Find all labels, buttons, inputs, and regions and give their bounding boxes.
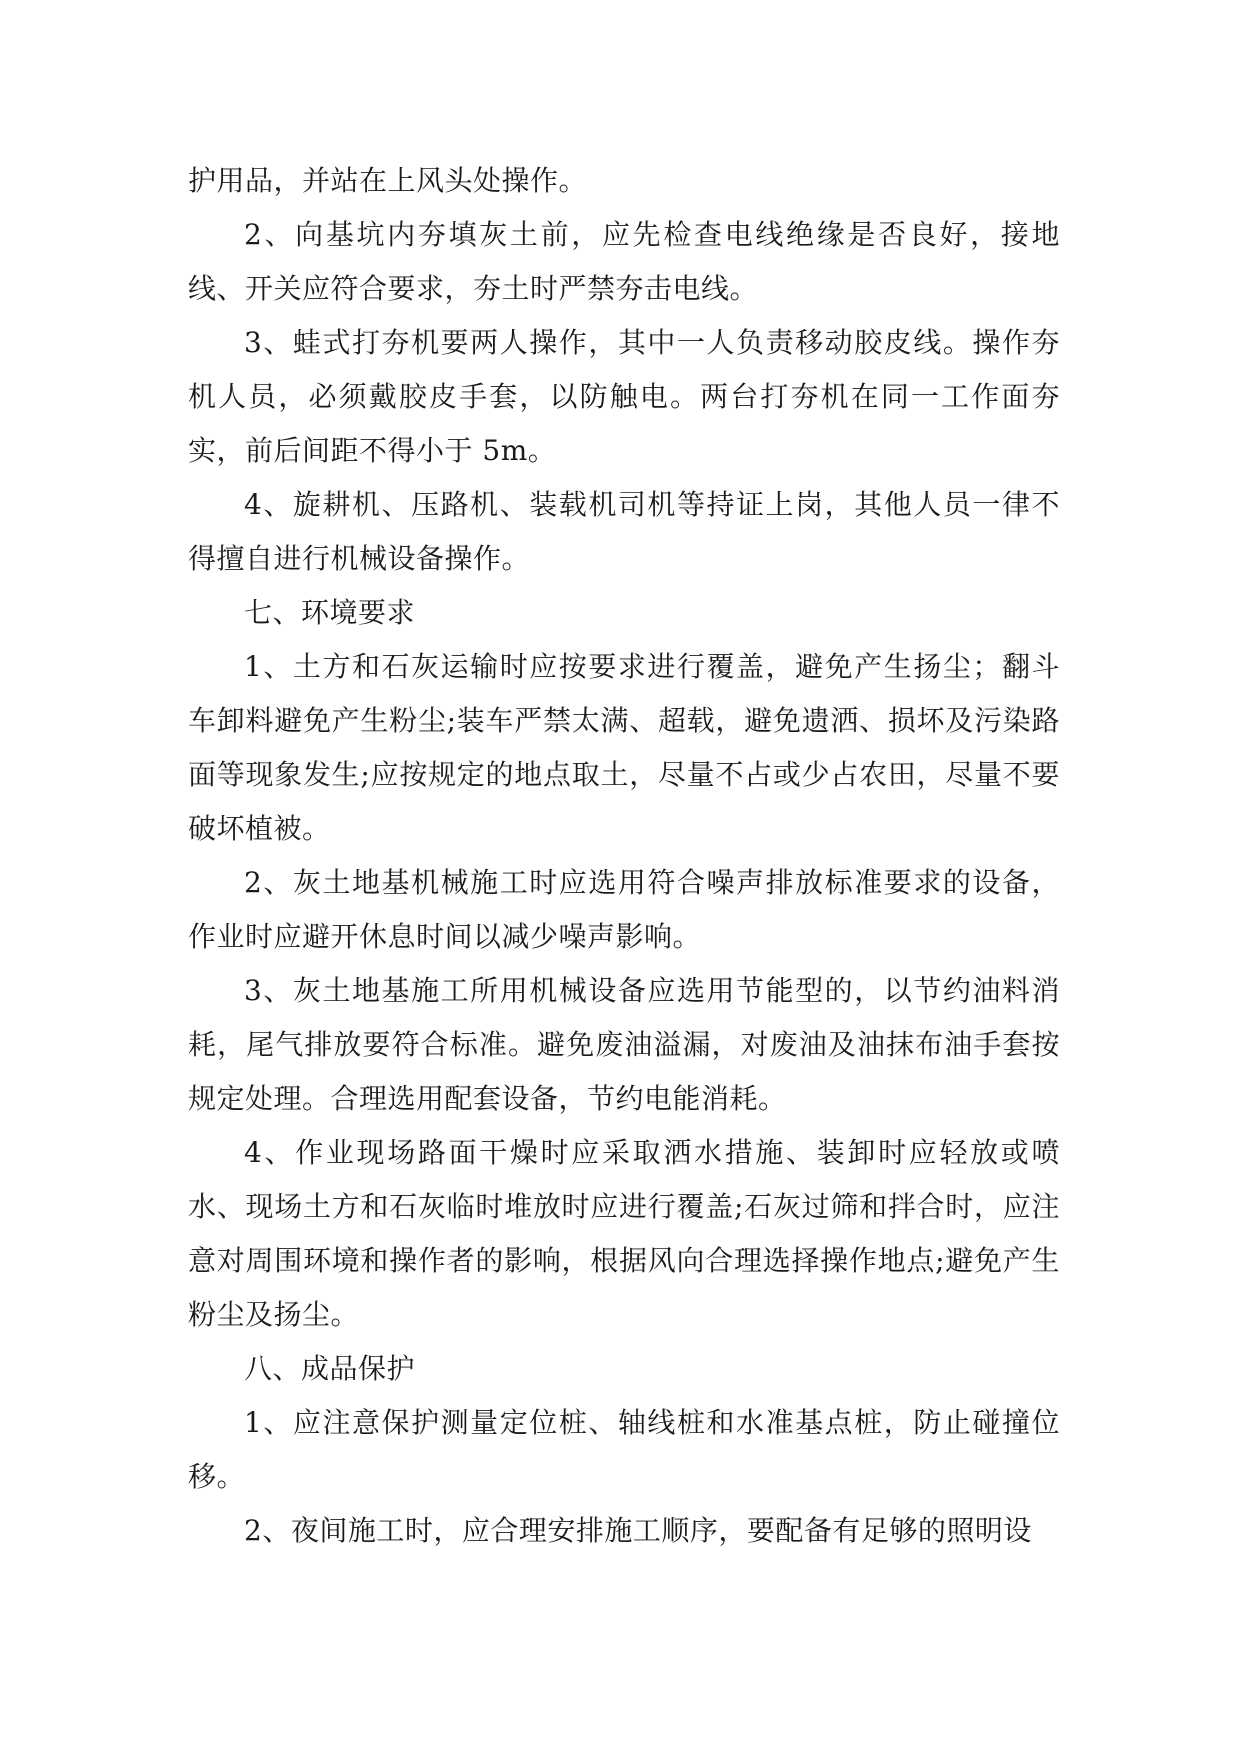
paragraph-continuation: 护用品，并站在上风头处操作。 xyxy=(188,164,588,197)
section-heading-product-protection: 八、成品保护 xyxy=(244,1352,416,1385)
list-item-2-electric-safety: 2、向基坑内夯填灰土前，应先检查电线绝缘是否良好，接地线、开关应符合要求，夯土时严禁夯击电线。 xyxy=(188,218,1060,305)
list-item-4-dust-control: 4、作业现场路面干燥时应采取洒水措施、装卸时应轻放或喷水、现场土方和石灰临时堆放时应进行覆盖;石灰过筛和拌合时，应注意对周围环境和操作者的影响，根据风向合理选择操作地点;避免产生粉尘及扬尘。 xyxy=(188,1136,1060,1331)
list-item-3-rammer-operation: 3、蛙式打夯机要两人操作，其中一人负责移动胶皮线。操作夯机人员，必须戴胶皮手套，以防触电。两台打夯机在同一工作面夯实，前后间距不得小于 5m。 xyxy=(188,326,1060,467)
list-item-3-energy-saving: 3、灰土地基施工所用机械设备应选用节能型的，以节约油料消耗，尾气排放要符合标准。避免废油溢漏，对废油及油抹布油手套按规定处理。合理选用配套设备，节约电能消耗。 xyxy=(188,974,1060,1115)
list-item-1-transport-cover: 1、土方和石灰运输时应按要求进行覆盖，避免产生扬尘；翻斗车卸料避免产生粉尘;装车严禁太满、超载，避免遗洒、损坏及污染路面等现象发生;应按规定的地点取土，尽量不占或少占农田，尽量不要破坏植被。 xyxy=(188,650,1060,845)
list-item-4-machine-operators: 4、旋耕机、压路机、装载机司机等持证上岗，其他人员一律不得擅自进行机械设备操作。 xyxy=(188,488,1060,575)
list-item-1-survey-stakes: 1、应注意保护测量定位桩、轴线桩和水准基点桩，防止碰撞位移。 xyxy=(188,1406,1060,1493)
document-body xyxy=(188,154,1060,1558)
list-item-2-night-work: 2、夜间施工时，应合理安排施工顺序，要配备有足够的照明设 xyxy=(244,1514,1032,1547)
section-heading-environment: 七、环境要求 xyxy=(244,596,416,629)
list-item-2-noise: 2、灰土地基机械施工时应选用符合噪声排放标准要求的设备，作业时应避开休息时间以减少噪声影响。 xyxy=(188,866,1060,953)
